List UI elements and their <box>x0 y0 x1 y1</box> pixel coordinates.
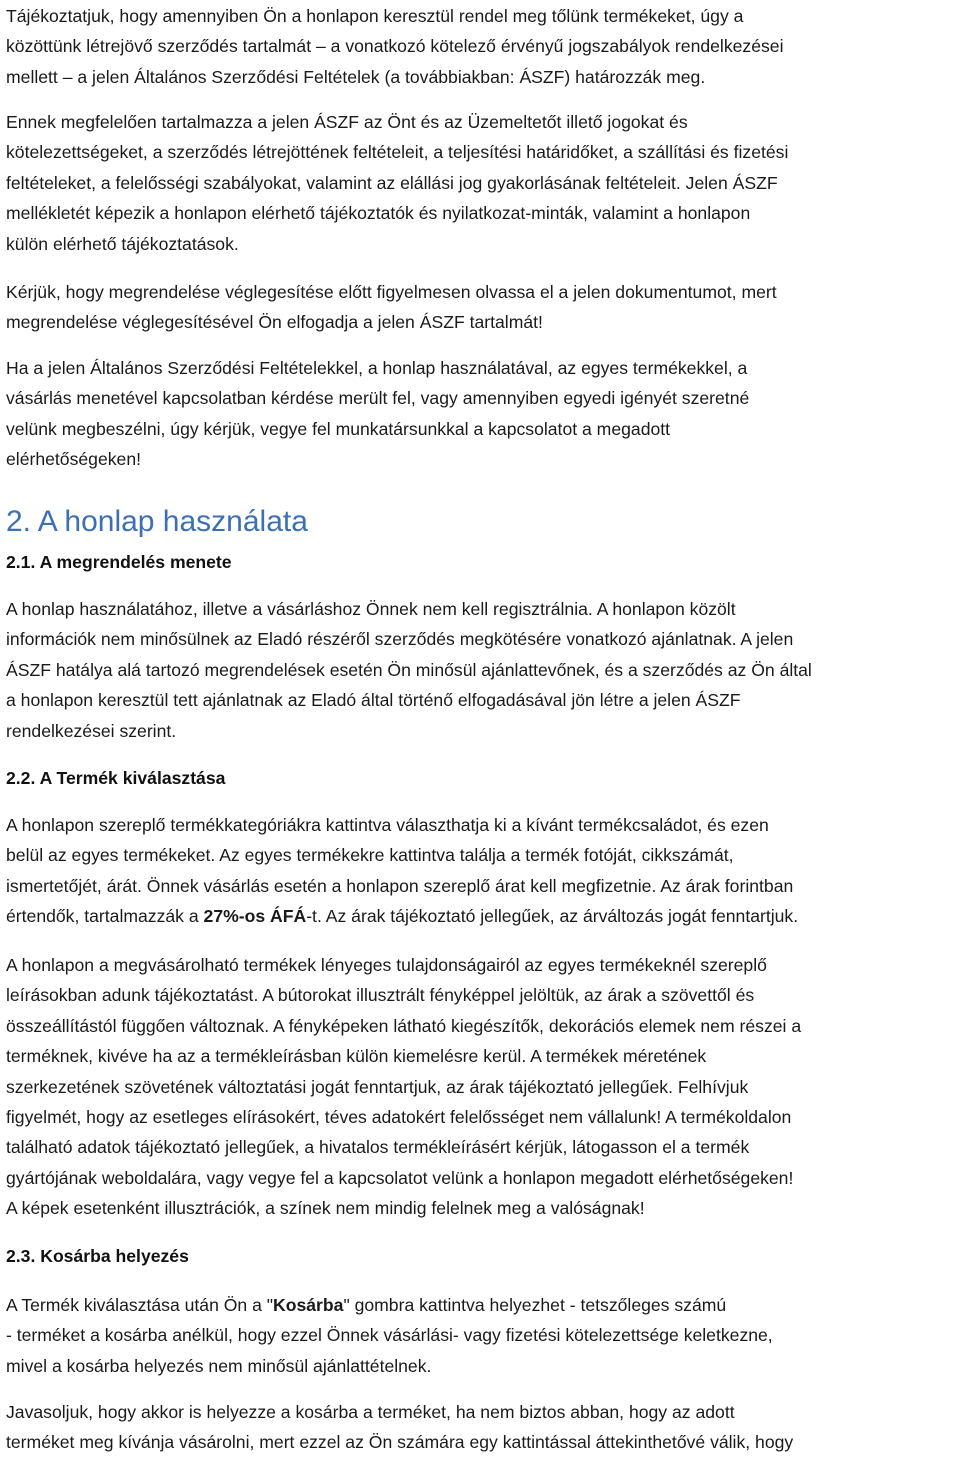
text-line: Ennek megfelelően tartalmazza a jelen ÁSZF az Önt és az Üzemeltetőt illető jogokat és <box>6 112 688 132</box>
text-line: ÁSZF hatálya alá tartozó megrendelések esetén Ön minősül ajánlattevőnek, és a szerződés az Ön által <box>6 659 812 680</box>
vat-rate-bold: 27%-os ÁFÁ <box>203 906 307 927</box>
text-line: gyártójának weboldalára, vagy vegye fel a kapcsolatot velünk a honlapon megadott elérhetőségeken! <box>6 1167 794 1188</box>
ordering-paragraph <box>6 594 812 746</box>
cart-paragraph-2 <box>6 1397 793 1457</box>
subsection-heading-2-3: 2.3. Kosárba helyezés <box>6 1246 189 1266</box>
text-line: megrendelése véglegesítésével Ön elfogadja a jelen ÁSZF tartalmát! <box>6 312 543 333</box>
intro-paragraph-2 <box>6 107 788 259</box>
product-selection-paragraph-2 <box>6 950 801 1224</box>
text-line: közöttünk létrejövő szerződés tartalmát – a vonatkozó kötelező érvényű jogszabályok rendelkezései <box>6 36 784 57</box>
intro-paragraph-3 <box>6 277 777 338</box>
text-line: ismertetőjét, árát. Önnek vásárlás esetén a honlapon szereplő árat kell megfizetnie. Az árak forintban <box>6 875 794 896</box>
intro-paragraph-1 <box>6 1 783 92</box>
product-selection-paragraph-1 <box>6 810 798 932</box>
cart-button-name-bold: Kosárba <box>273 1295 344 1315</box>
text-line: információk nem minősülnek az Eladó részéről szerződés megkötésére vonatkozó ajánlatnak. A jelen <box>6 629 794 650</box>
text-run: A Termék kiválasztása után Ön a " <box>6 1295 274 1315</box>
document-page <box>6 0 958 1457</box>
text-line: terméknek, kivéve ha az a termékleírásban külön kiemelésre kerül. A termékek méretének <box>6 1046 707 1067</box>
text-line: feltételeket, a felelősségi szabályokat, valamint az elállási jog gyakorlásának feltételeit. Jelen ÁSZF <box>6 172 778 193</box>
text-line: Ha a jelen Általános Szerződési Feltételekkel, a honlap használatával, az egyes termékekkel, a <box>6 358 748 378</box>
text-line: található adatok tájékoztató jellegűek, a hivatalos termékleírásért kérjük, látogasson el a termék <box>6 1137 750 1158</box>
text-line: A képek esetenként illusztrációk, a színek nem mindig felelnek meg a valóságnak! <box>6 1198 645 1219</box>
text-line: Javasoljuk, hogy akkor is helyezze a kosárba a terméket, ha nem biztos abban, hogy az adott <box>6 1402 735 1422</box>
text-line: mellékletét képezik a honlapon elérhető tájékoztatók és nyilatkozat-minták, valamint a honlapon <box>6 203 751 224</box>
text-line: rendelkezései szerint. <box>6 720 177 741</box>
section-heading: 2. A honlap használata <box>6 505 308 538</box>
text-line: kötelezettségeket, a szerződés létrejöttének feltételeit, a teljesítési határidőket, a szállítási és fizetési <box>6 142 789 163</box>
text-line: elérhetőségeken! <box>6 449 141 470</box>
text-line: Kérjük, hogy megrendelése véglegesítése előtt figyelmesen olvassa el a jelen dokumentumot, mert <box>6 282 777 302</box>
text-line: A honlap használatához, illetve a vásárláshoz Önnek nem kell regisztrálnia. A honlapon közölt <box>6 599 736 619</box>
text-line: A honlapon a megvásárolható termékek lényeges tulajdonságairól az egyes termékeknél szereplő <box>6 955 767 975</box>
text-run: -t. Az árak tájékoztató jellegűek, az árváltozás jogát fenntartjuk. <box>306 906 799 927</box>
subsection-heading-2-2: 2.2. A Termék kiválasztása <box>6 768 226 788</box>
text-line: figyelmét, hogy az esetleges elírásokért, téves adatokért felelősséget nem vállalunk! A termékoldalon <box>6 1107 792 1128</box>
text-line: A honlapon szereplő termékkategóriákra kattintva választhatja ki a kívánt termékcsaládot, és ezen <box>6 815 769 835</box>
text-line: Tájékoztatjuk, hogy amennyiben Ön a honlapon keresztül rendel meg tőlünk termékeket, úgy a <box>6 6 744 26</box>
text-line: mellett – a jelen Általános Szerződési Feltételek (a továbbiakban: ÁSZF) határozzák meg. <box>6 66 706 87</box>
text-line <box>6 1290 773 1320</box>
intro-paragraph-4 <box>6 353 749 475</box>
text-line: a honlapon keresztül tett ajánlatnak az Eladó által történő elfogadásával jön létre a jelen ÁSZF <box>6 690 741 711</box>
text-line: velünk megbeszélni, úgy kérjük, vegye fel munkatársunkkal a kapcsolatot a megadott <box>6 418 671 439</box>
text-line: szerkezetének szövetének változtatási jogát fenntartjuk, az árak tájékoztató jellegűek. Felhívjuk <box>6 1076 749 1097</box>
text-line: összeállítástól függően változnak. A fényképeken látható kiegészítők, dekorációs elemek nem részei a <box>6 1015 802 1036</box>
text-line: vásárlás menetével kapcsolatban kérdése merült fel, vagy amennyiben egyedi igényét szeretné <box>6 388 750 409</box>
text-line: leírásokban adunk tájékoztatást. A bútorokat illusztrált fényképpel jelöltük, az árak a szövettől és <box>6 985 755 1006</box>
cart-paragraph-1 <box>6 1290 773 1381</box>
text-line <box>6 901 798 931</box>
text-line: mivel a kosárba helyezés nem minősül ajánlattételnek. <box>6 1355 432 1376</box>
text-run: " gombra kattintva helyezhet - tetszőleges számú <box>343 1295 727 1315</box>
text-line: külön elérhető tájékoztatások. <box>6 233 239 254</box>
text-line: belül az egyes termékeket. Az egyes termékekre kattintva találja a termék fotóját, cikkszámát, <box>6 845 734 866</box>
subsection-heading-2-1: 2.1. A megrendelés menete <box>6 552 232 572</box>
text-run: értendők, tartalmazzák a <box>6 906 204 927</box>
text-line: - terméket a kosárba anélkül, hogy ezzel Önnek vásárlási- vagy fizetési kötelezettsége keletkezne, <box>6 1325 773 1346</box>
text-line: terméket meg kívánja vásárolni, mert ezzel az Ön számára egy kattintással áttekinthetővé válik, hogy <box>6 1432 794 1453</box>
